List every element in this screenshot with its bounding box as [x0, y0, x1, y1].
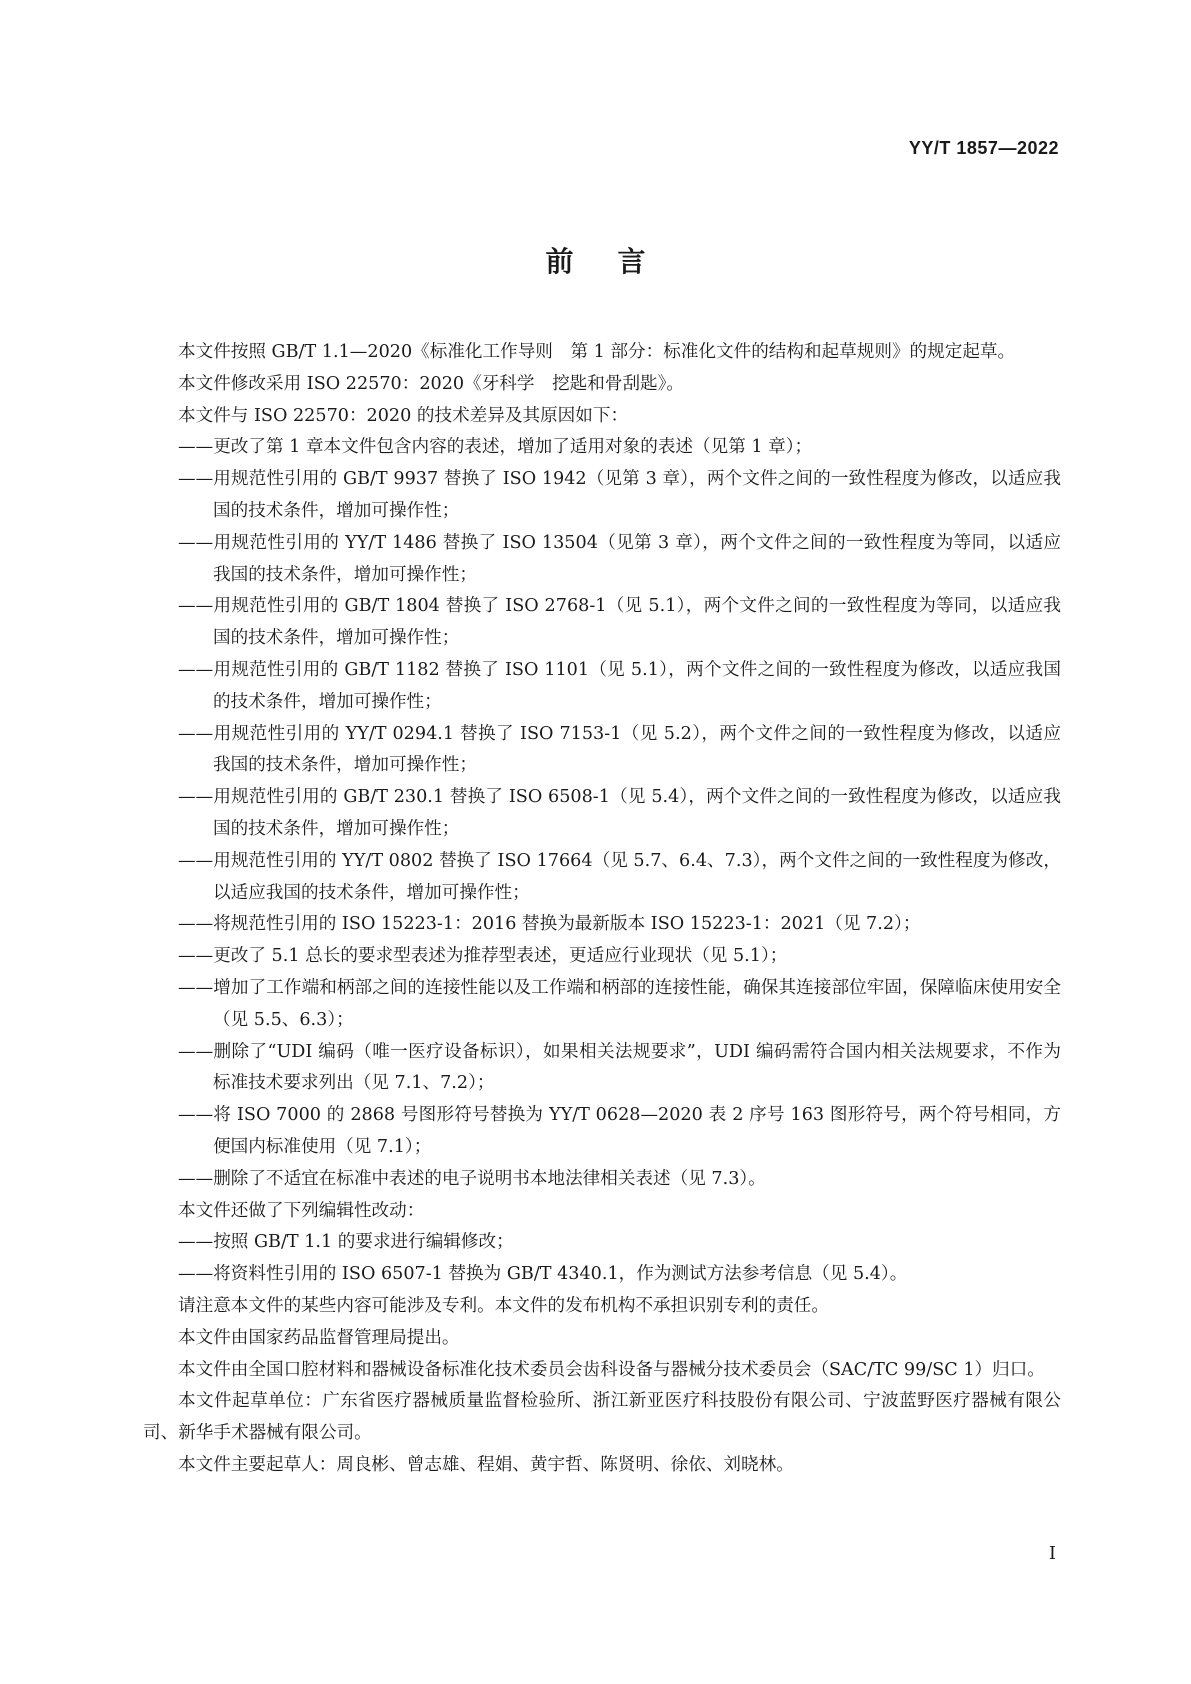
list-item: ——用规范性引用的 GB/T 230.1 替换了 ISO 6508-1（见 5.4），两个文件之间的一致性程度为修改，以适应我国的技术条件，增加可操作性；: [178, 787, 1061, 839]
paragraph: 本文件由全国口腔材料和器械设备标准化技术委员会齿科设备与器械分技术委员会（SAC/TC 99/SC 1）归口。: [178, 1359, 1045, 1380]
list-item: ——将 ISO 7000 的 2868 号图形符号替换为 YY/T 0628—2020 表 2 序号 163 图形符号，两个符号相同，方便国内标准使用（见 7.1）；: [178, 1105, 1061, 1157]
paragraph: 本文件主要起草人：周良彬、曾志雄、程娟、黄宇哲、陈贤明、徐依、刘晓林。: [178, 1454, 794, 1475]
paragraph: 本文件起草单位：广东省医疗器械质量监督检验所、浙江新亚医疗科技股份有限公司、宁波蓝野医疗器械有限公司、新华手术器械有限公司。: [143, 1391, 1061, 1444]
list-item: ——用规范性引用的 YY/T 0802 替换了 ISO 17664（见 5.7、6.4、7.3），两个文件之间的一致性程度为修改，以适应我国的技术条件，增加可操作性；: [178, 850, 1061, 903]
list-item: ——用规范性引用的 YY/T 0294.1 替换了 ISO 7153-1（见 5.2），两个文件之间的一致性程度为修改，以适应我国的技术条件，增加可操作性；: [178, 723, 1061, 776]
list-item: ——删除了“UDI 编码（唯一医疗设备标识），如果相关法规要求”，UDI 编码需符合国内相关法规要求，不作为标准技术要求列出（见 7.1、7.2）；: [178, 1041, 1061, 1094]
paragraph: 本文件与 ISO 22570：2020 的技术差异及其原因如下：: [178, 405, 629, 426]
paragraph: 本文件由国家药品监督管理局提出。: [178, 1327, 460, 1348]
document-code: YY/T 1857—2022: [908, 138, 1059, 158]
list-item: ——更改了 5.1 总长的要求型表述为推荐型表述，更适应行业现状（见 5.1）；: [178, 946, 788, 967]
list-item: ——增加了工作端和柄部之间的连接性能以及工作端和柄部的连接性能，确保其连接部位牢固，保障临床使用安全（见 5.5、6.3）；: [178, 977, 1061, 1030]
list-item: ——用规范性引用的 YY/T 1486 替换了 ISO 13504（见第 3 章），两个文件之间的一致性程度为等同，以适应我国的技术条件，增加可操作性；: [178, 532, 1061, 585]
list-item: ——删除了不适宜在标准中表述的电子说明书本地法律相关表述（见 7.3）。: [178, 1168, 766, 1189]
paragraph: 本文件还做了下列编辑性改动：: [178, 1200, 425, 1221]
list-item: ——将规范性引用的 ISO 15223-1：2016 替换为最新版本 ISO 15223-1：2021（见 7.2）；: [178, 914, 921, 935]
page-title: 前言: [545, 245, 690, 278]
list-item: ——用规范性引用的 GB/T 1804 替换了 ISO 2768-1（见 5.1），两个文件之间的一致性程度为等同，以适应我国的技术条件，增加可操作性；: [178, 596, 1061, 649]
list-item: ——更改了第 1 章本文件包含内容的表述，增加了适用对象的表述（见第 1 章）；: [178, 437, 813, 458]
list-item: ——用规范性引用的 GB/T 1182 替换了 ISO 1101（见 5.1），两个文件之间的一致性程度为修改，以适应我国的技术条件，增加可操作性；: [178, 659, 1061, 712]
paragraph: 本文件按照 GB/T 1.1—2020《标准化工作导则 第 1 部分：标准化文件的结构和起草规则》的规定起草。: [178, 342, 1016, 362]
page-number: I: [1048, 1543, 1056, 1564]
list-item: ——将资料性引用的 ISO 6507-1 替换为 GB/T 4340.1，作为测试方法参考信息（见 5.4）。: [178, 1264, 908, 1285]
paragraph: 本文件修改采用 ISO 22570：2020《牙科学 挖匙和骨刮匙》。: [178, 373, 685, 394]
list-item: ——按照 GB/T 1.1 的要求进行编辑修改；: [178, 1232, 514, 1253]
paragraph: 请注意本文件的某些内容可能涉及专利。本文件的发布机构不承担识别专利的责任。: [178, 1295, 829, 1316]
list-item: ——用规范性引用的 GB/T 9937 替换了 ISO 1942（见第 3 章），两个文件之间的一致性程度为修改，以适应我国的技术条件，增加可操作性；: [178, 469, 1061, 521]
foreword-body: [143, 337, 1061, 1482]
